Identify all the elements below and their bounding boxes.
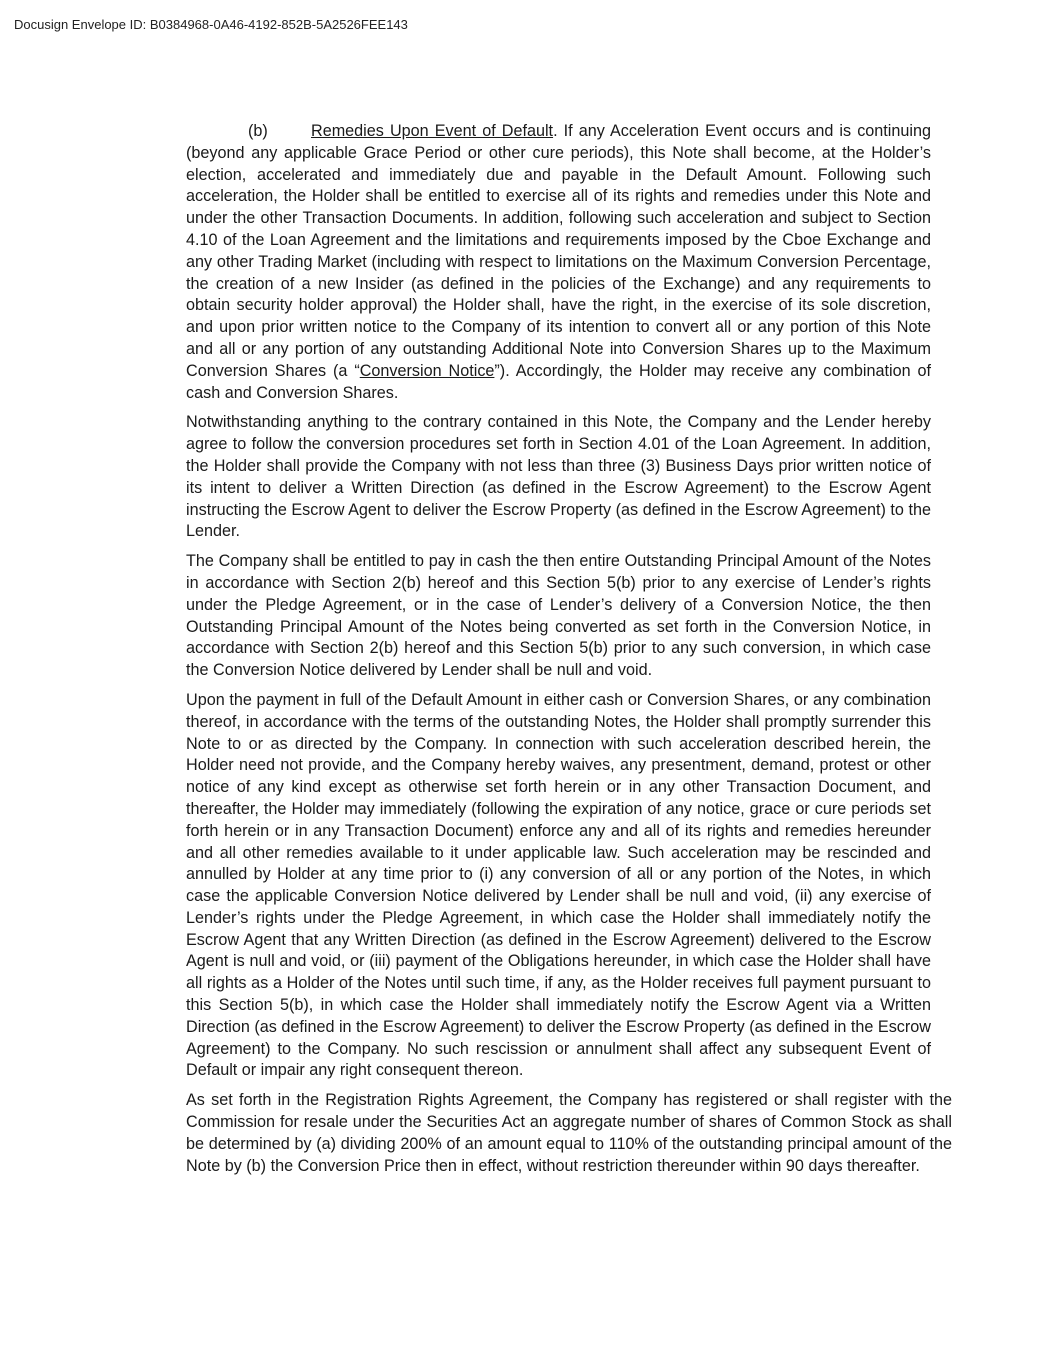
section-heading: Remedies Upon Event of Default: [311, 122, 554, 140]
section-marker: (b): [248, 122, 268, 140]
document-body: [186, 121, 952, 1185]
paragraph-registration: As set forth in the Registration Rights Agreement, the Company has registered or shall register with the Commission for resale under the Securities Act an aggregate number of shares of Common Stock as shall be determined by (a) dividing 200% of an amount equal to 110% of the outstanding principal amount of the Note by (b) the Conversion Price then in effect, without restriction thereunder within 90 days thereafter.: [186, 1091, 952, 1175]
envelope-id: Docusign Envelope ID: B0384968-0A46-4192-852B-5A2526FEE143: [14, 17, 408, 32]
section-b-text-end: ”). Accordingly, the Holder may receive any combination of cash and Conversion Shares.: [186, 361, 931, 402]
paragraph-conversion-procedures: Notwithstanding anything to the contrary contained in this Note, the Company and the Lender hereby agree to follow the conversion procedures set forth in Section 4.01 of the Loan Agreement. In addition, the Holder shall provide the Company with not less than three (3) Business Days prior written notice of its intent to deliver a Written Direction (as defined in the Escrow Agreement) to the Escrow Agent instructing the Escrow Agent to deliver the Escrow Property (as defined in the Escrow Agreement) to the Lender.: [186, 413, 931, 541]
section-b-text: . If any Acceleration Event occurs and is continuing (beyond any applicable Grace Period or other cure periods), this Note shall become, at the Holder’s election, accelerated and immediately due and payable in the Default Amount. Following such acceleration, the Holder shall be entitled to exercise all of its rights and remedies under this Note and under the other Transaction Documents. In addition, following such acceleration and subject to Section 4.10 of the Loan Agreement and the limitations and requirements imposed by the Cboe Exchange and any other Trading Market (including with respect to limitations on the Maximum Conversion Percentage, the creation of a new Insider (as defined in the policies of the Exchange) and any requirements to obtain security holder approval) the Holder shall, have the right, in the exercise of its sole discretion, and upon prior written notice to the Company of its intention to convert all or any portion of this Note and all or any portion of any outstanding Additional Note into Conversion Shares up to the Maximum Conversion Shares (a “: [186, 122, 932, 380]
paragraph-payment-in-full: Upon the payment in full of the Default Amount in either cash or Conversion Shares, or any combination thereof, in accordance with the terms of the outstanding Notes, the Holder shall promptly surrender this Note to or as directed by the Company. In connection with such acceleration described herein, the Holder need not provide, and the Company hereby waives, any presentment, demand, protest or other notice of any kind except as otherwise set forth herein or in any other Transaction Document, and thereafter, the Holder may immediately (following the expiration of any notice, grace or cure periods set forth herein or in any Transaction Document) enforce any and all of its rights and remedies hereunder and all other remedies available to it under applicable law. Such acceleration may be rescinded and annulled by Holder at any time prior to (i) any conversion of all or any portion of the Notes, in which case the applicable Conversion Notice delivered by Lender shall be null and void, (ii) any exercise of Lender’s rights under the Pledge Agreement, in which case the Holder shall immediately notify the Escrow Agent that any Written Direction (as defined in the Escrow Agreement) delivered to the Escrow Agent is null and void, or (iii) payment of the Obligations hereunder, in which case the Holder shall have all rights as a Holder of the Notes until such time, if any, as the Holder receives full payment pursuant to this Section 5(b), in which case the Holder shall immediately notify the Escrow Agent via a Written Direction (as defined in the Escrow Agreement) to deliver the Escrow Property (as defined in the Escrow Agreement) to the Company. No such rescission or annulment shall affect any subsequent Event of Default or impair any right consequent thereon.: [186, 690, 931, 1080]
defined-term-conversion-notice: Conversion Notice: [359, 361, 495, 380]
paragraph-cash-payment: The Company shall be entitled to pay in cash the then entire Outstanding Principal Amount of the Notes in accordance with Section 2(b) hereof and this Section 5(b) prior to any exercise of Lender’s rights under the Pledge Agreement, or in the case of Lender’s delivery of a Conversion Notice, the then Outstanding Principal Amount of the Notes being converted as set forth in the Conversion Notice, in accordance with Section 2(b) hereof and this Section 5(b) prior to any such conversion, in which case the Conversion Notice delivered by Lender shall be null and void.: [186, 552, 931, 680]
section-b-paragraph: [186, 121, 931, 404]
